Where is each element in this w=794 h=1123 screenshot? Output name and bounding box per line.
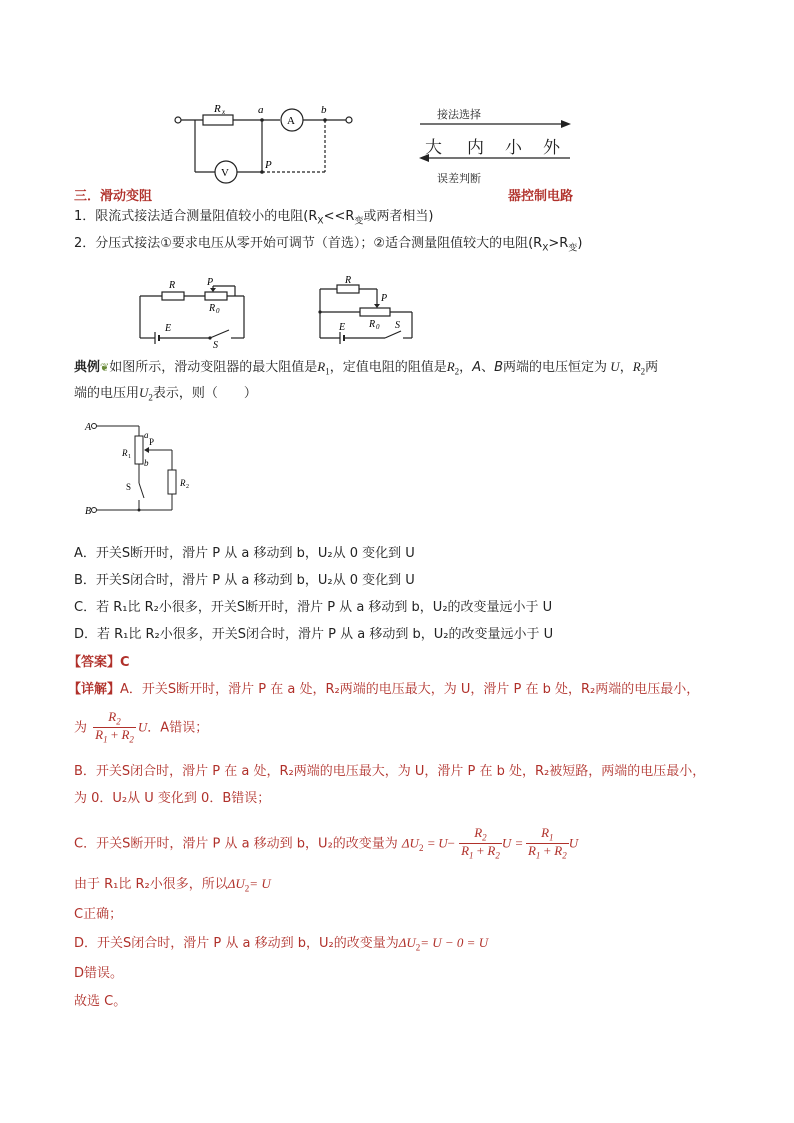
example-line-1: 典例❦如图所示，滑动变阻器的最大阻值是$R_1$，定值电阻的阻值是$R_2$，A、B两端的电压恒定为 U，$R_2$两 (74, 359, 659, 377)
word-xiao: 小 (505, 138, 522, 158)
section-title-right: 器控制电路 (508, 189, 574, 204)
svg-text:1: 1 (128, 454, 131, 460)
detail-c-line-2: 由于 R₁比 R₂小很多，所以$\Delta U_2= U$ (74, 876, 271, 894)
svg-text:0: 0 (216, 307, 220, 315)
svg-text:a: a (144, 430, 149, 440)
node-b-label: b (321, 104, 327, 116)
svg-text:b: b (144, 458, 149, 468)
node-p-label: P (265, 159, 272, 171)
svg-text:S: S (126, 482, 132, 492)
svg-text:R: R (369, 319, 376, 330)
rx-label: R (214, 103, 221, 115)
svg-text:P: P (207, 278, 214, 288)
detail-d-line-1: D．开关S闭合时，滑片 P 从 a 移动到 b，U₂的改变量为$\Delta U_2= U - 0 = U$ (74, 935, 489, 953)
word-nei: 内 (467, 138, 484, 158)
svg-text:P: P (381, 293, 388, 304)
voltmeter-label: V (221, 167, 229, 179)
example-circuit-figure (82, 418, 202, 518)
svg-text:B: B (85, 506, 92, 517)
example-line-2: 端的电压用$U_2$表示，则（ ） (74, 385, 257, 403)
svg-text:R: R (209, 303, 216, 314)
current-limiting-circuit (135, 278, 250, 348)
arrow-bottom-label: 误差判断 (437, 172, 481, 185)
selection-arrow-diagram (415, 104, 575, 184)
ammeter-label: A (287, 115, 295, 127)
detail-c-line-3: C正确； (74, 907, 123, 922)
svg-text:P: P (149, 437, 155, 447)
option-b[interactable]: B．开关S闭合时，滑片 P 从 a 移动到 b，U₂从 0 变化到 U (74, 573, 415, 588)
rule-2: 2．分压式接法①要求电压从零开始可调节（首选）；②适合测量阻值较大的电阻$(R_X>R_变)$ (74, 236, 583, 254)
voltage-divider-circuit (315, 275, 425, 345)
arrow-top-label: 接法选择 (437, 108, 481, 121)
detail-d-line-2: D错误。 (74, 966, 124, 981)
svg-text:2: 2 (186, 484, 189, 490)
svg-text:E: E (339, 322, 346, 333)
detail-b-line-1: B．开关S闭合时，滑片 P 在 a 处，R₂两端的电压最大，为 U，滑片 P 在 b 处，R₂被短路，两端的电压最小， (74, 764, 706, 779)
detail-b-line-2: 为 0．U₂从 U 变化到 0．B错误； (74, 791, 271, 806)
option-c[interactable]: C．若 R₁比 R₂小很多，开关S断开时，滑片 P 从 a 移动到 b，U₂的改变量远小于 U (74, 600, 553, 615)
detail-a-line-1: 【详解】A．开关S断开时，滑片 P 在 a 处，R₂两端的电压最大，为 U，滑片 P 在 b 处，R₂两端的电压最小， (68, 682, 700, 697)
svg-text:R: R (180, 478, 186, 488)
svg-text:R: R (122, 448, 128, 458)
svg-text:S: S (395, 320, 400, 331)
leaf-icon: ❦ (100, 361, 110, 374)
word-da: 大 (425, 138, 442, 158)
svg-text:R: R (169, 280, 176, 291)
option-d[interactable]: D．若 R₁比 R₂小很多，开关S闭合时，滑片 P 从 a 移动到 b，U₂的改变量远小于 U (74, 627, 554, 642)
svg-text:A: A (85, 422, 92, 433)
svg-text:R: R (345, 275, 352, 286)
word-wai: 外 (543, 138, 560, 158)
measurement-circuit-diagram (170, 100, 360, 185)
svg-text:S: S (213, 340, 218, 348)
svg-text:0: 0 (376, 323, 380, 331)
answer: 【答案】C (68, 655, 130, 670)
detail-end: 故选 C。 (74, 994, 127, 1009)
detail-c-line-1: C．开关S断开时，滑片 P 从 a 移动到 b，U₂的改变量为 $\Delta U_2 = U-$ $\frac{R_2}{R_1 + R_2}$ U = $\frac{R_1}{R_1 + R_2}$ U (74, 825, 579, 862)
node-a-label: a (258, 104, 264, 116)
rule-1: 1．限流式接法适合测量阻值较小的电阻($R_X<<R_变$或两者相当) (74, 209, 434, 227)
detail-a-line-2: 为 $\frac{R_2}{R_1 + R_2}$ U．A错误； (74, 709, 209, 746)
svg-text:x: x (222, 108, 226, 116)
svg-text:E: E (165, 323, 172, 334)
section-title-left: 三．滑动变阻 (74, 189, 153, 204)
option-a[interactable]: A．开关S断开时，滑片 P 从 a 移动到 b，U₂从 0 变化到 U (74, 546, 415, 561)
